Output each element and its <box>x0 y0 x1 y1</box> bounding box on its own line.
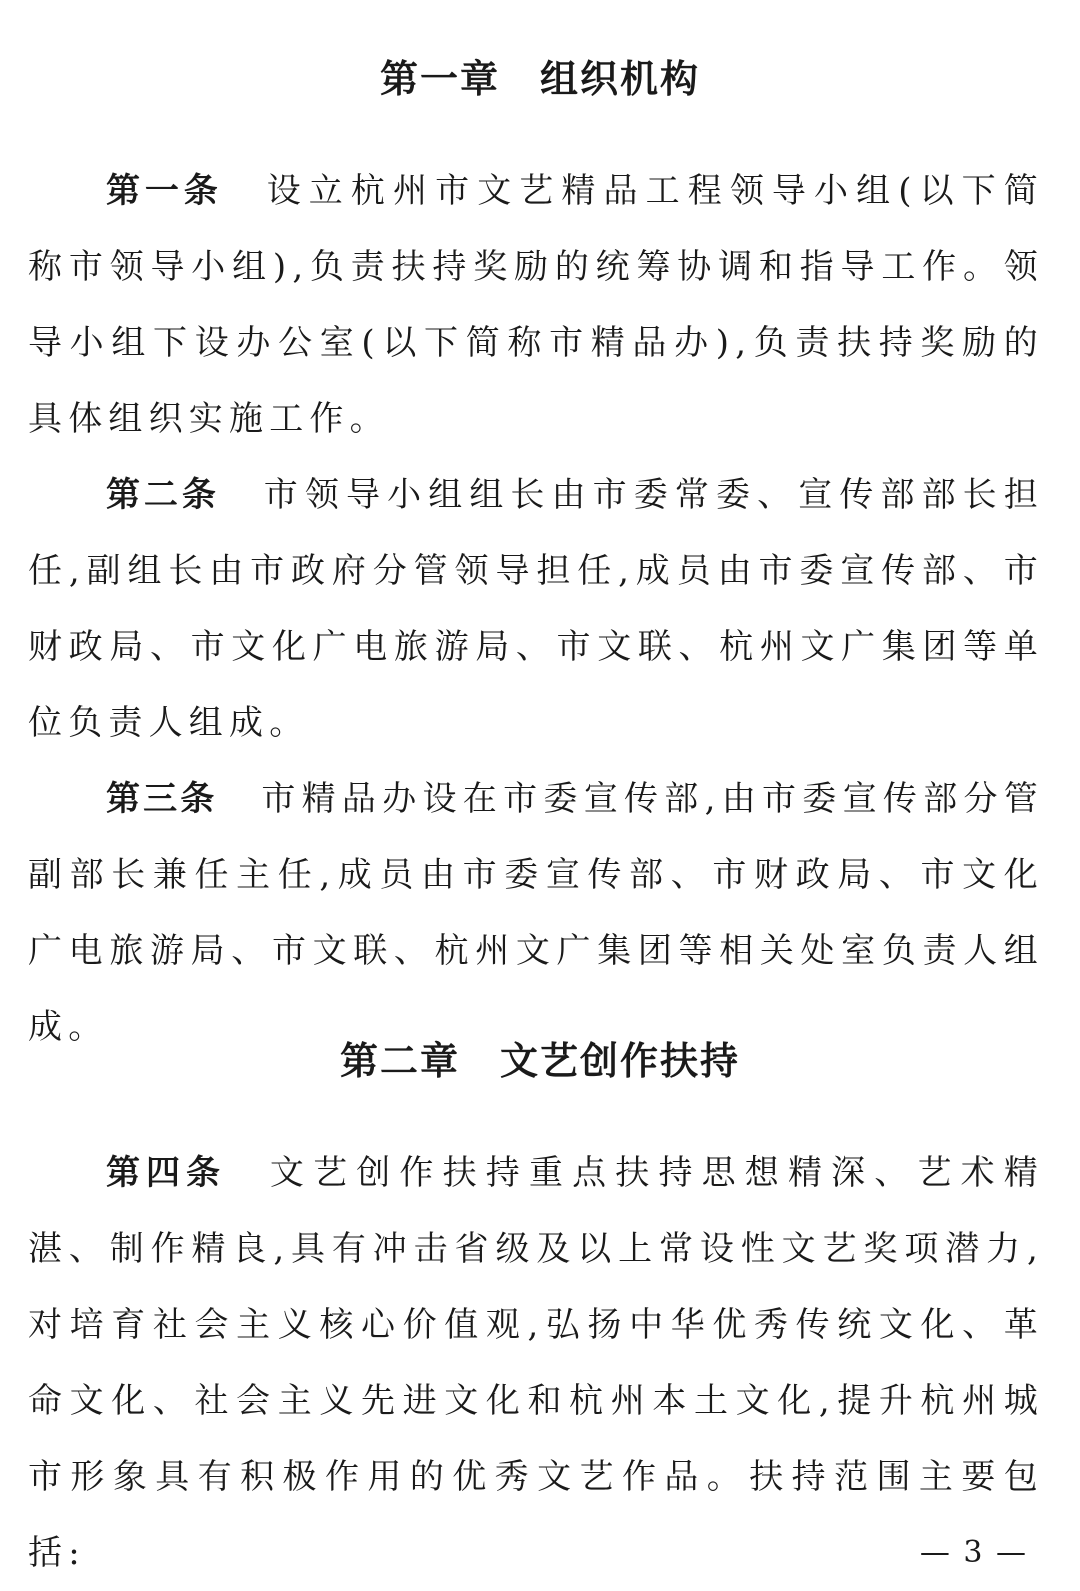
article-text: 文艺创作扶持重点扶持思想精深、艺术精湛、制作精良,具有冲击省级及以上常设性文艺奖项潜力,对培育社会主义核心价值观,弘扬中华优秀传统文化、革命文化、社会主义先进文化和杭州本土文化,提升杭州城市形象具有积极作用的优秀文艺作品。扶持范围主要包括: <box>28 1153 1045 1573</box>
article-label: 第四条 <box>106 1153 226 1193</box>
page-number: — 3 — <box>919 1535 1028 1570</box>
chapter-title: 第二章 文艺创作扶持 <box>339 1039 740 1083</box>
article-label: 第一条 <box>106 171 223 211</box>
article-paragraph <box>28 761 1044 1065</box>
article-paragraph <box>28 1135 1044 1591</box>
article-label: 第二条 <box>106 475 220 515</box>
article-text: 市领导小组组长由市委常委、宣传部部长担任,副组长由市政府分管领导担任,成员由市委宣传部、市财政局、市文化广电旅游局、市文联、杭州文广集团等单位负责人组成。 <box>28 475 1044 743</box>
article-text: 市精品办设在市委宣传部,由市委宣传部分管副部长兼任主任,成员由市委宣传部、市财政局、市文化广电旅游局、市文联、杭州文广集团等相关处室负责人组成。 <box>28 779 1045 1047</box>
chapter-title: 第一章 组织机构 <box>379 57 700 101</box>
article-label: 第三条 <box>106 779 218 819</box>
article-paragraph <box>28 153 1044 457</box>
article-paragraph <box>28 457 1044 761</box>
article-text: 设立杭州市文艺精品工程领导小组(以下简称市领导小组),负责扶持奖励的统筹协调和指导工作。领导小组下设办公室(以下简称市精品办),负责扶持奖励的具体组织实施工作。 <box>28 171 1044 439</box>
